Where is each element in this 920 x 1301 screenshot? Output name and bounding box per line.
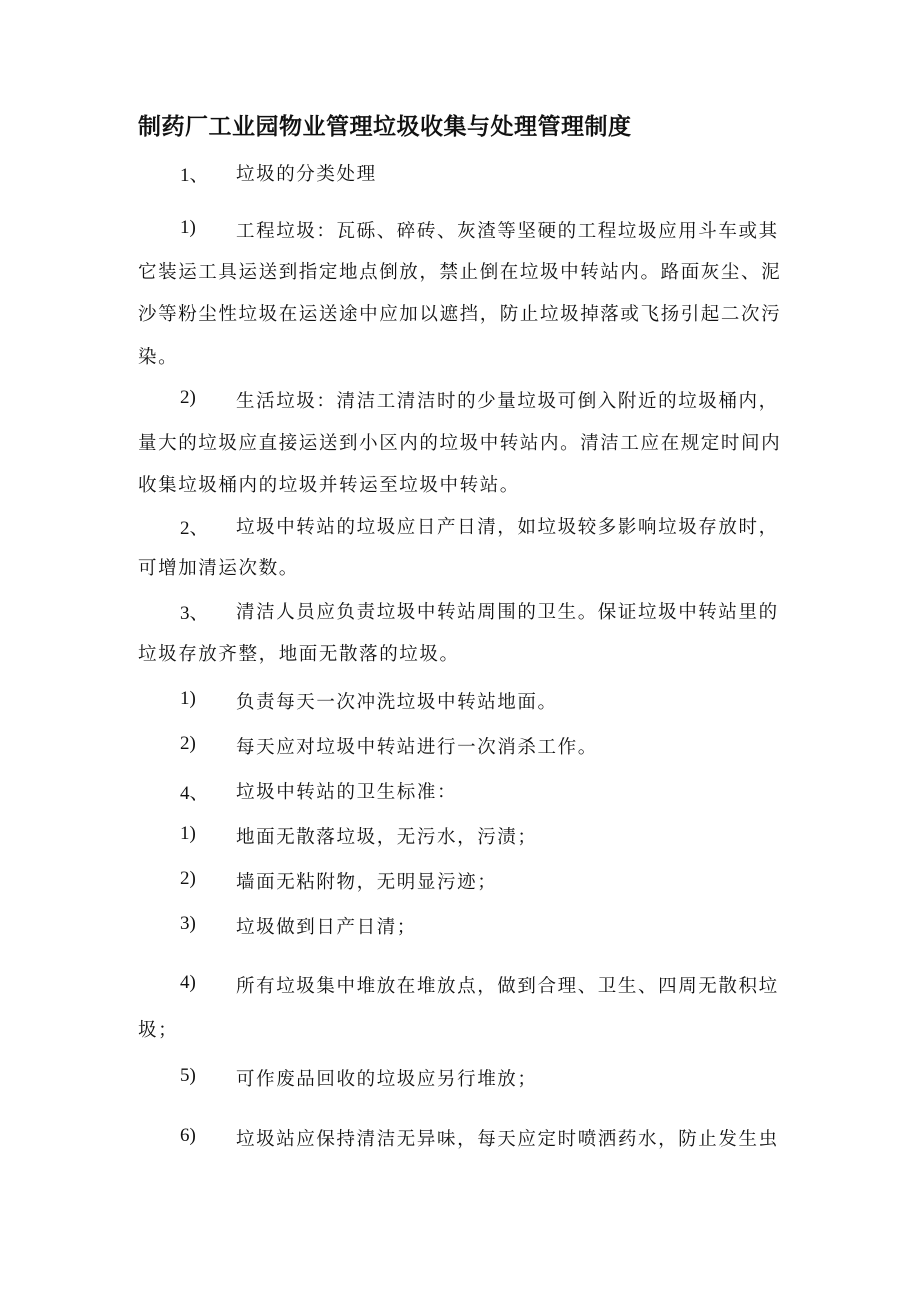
item-number: 2、	[180, 518, 209, 539]
item-text: 所有垃圾集中堆放在堆放点，做到合理、卫生、四周无散积垃	[236, 976, 779, 997]
item-number: 4)	[180, 972, 196, 993]
item-number: 1)	[180, 688, 196, 709]
item-number: 3、	[180, 603, 209, 624]
item-number: 2)	[180, 387, 196, 408]
item-number: 5)	[180, 1065, 196, 1086]
item-text: 垃圾的分类处理	[236, 164, 377, 185]
item-number: 1、	[180, 165, 209, 186]
item-text: 垃圾中转站的垃圾应日产日清，如垃圾较多影响垃圾存放时，	[236, 517, 779, 538]
item-number: 1)	[180, 217, 196, 238]
item-number: 2)	[180, 868, 196, 889]
item-text: 清洁人员应负责垃圾中转站周围的卫生。保证垃圾中转站里的	[236, 602, 779, 623]
item-text: 收集垃圾桶内的垃圾并转运至垃圾中转站。	[138, 475, 520, 496]
item-text: 垃圾中转站的卫生标准：	[236, 782, 458, 803]
item-number: 2)	[180, 733, 196, 754]
item-text: 量大的垃圾应直接运送到小区内的垃圾中转站内。清洁工应在规定时间内	[138, 433, 782, 454]
document-title: 制药厂工业园物业管理垃圾收集与处理管理制度	[138, 114, 632, 140]
item-text: 垃圾存放齐整，地面无散落的垃圾。	[138, 644, 460, 665]
item-text: 可作废品回收的垃圾应另行堆放；	[236, 1069, 538, 1090]
item-text: 负责每天一次冲洗垃圾中转站地面。	[236, 692, 558, 713]
item-text: 工程垃圾：瓦砾、碎砖、灰渣等坚硬的工程垃圾应用斗车或其	[236, 221, 779, 242]
item-number: 4、	[180, 783, 209, 804]
item-number: 3)	[180, 913, 196, 934]
item-text: 垃圾站应保持清洁无异味，每天应定时喷洒药水，防止发生虫	[236, 1129, 779, 1150]
item-text: 墙面无粘附物，无明显污迹；	[236, 872, 498, 893]
item-text: 圾；	[138, 1020, 179, 1041]
item-text: 垃圾做到日产日清；	[236, 917, 417, 938]
item-text: 可增加清运次数。	[138, 558, 299, 579]
item-number: 6)	[180, 1125, 196, 1146]
item-text: 沙等粉尘性垃圾在运送途中应加以遮挡，防止垃圾掉落或飞扬引起二次污	[138, 304, 782, 325]
item-text: 生活垃圾：清洁工清洁时的少量垃圾可倒入附近的垃圾桶内，	[236, 391, 779, 412]
item-text: 它装运工具运送到指定地点倒放，禁止倒在垃圾中转站内。路面灰尘、泥	[138, 262, 782, 283]
item-number: 1)	[180, 823, 196, 844]
item-text: 染。	[138, 347, 179, 368]
item-text: 地面无散落垃圾，无污水，污渍；	[236, 827, 538, 848]
item-text: 每天应对垃圾中转站进行一次消杀工作。	[236, 737, 598, 758]
